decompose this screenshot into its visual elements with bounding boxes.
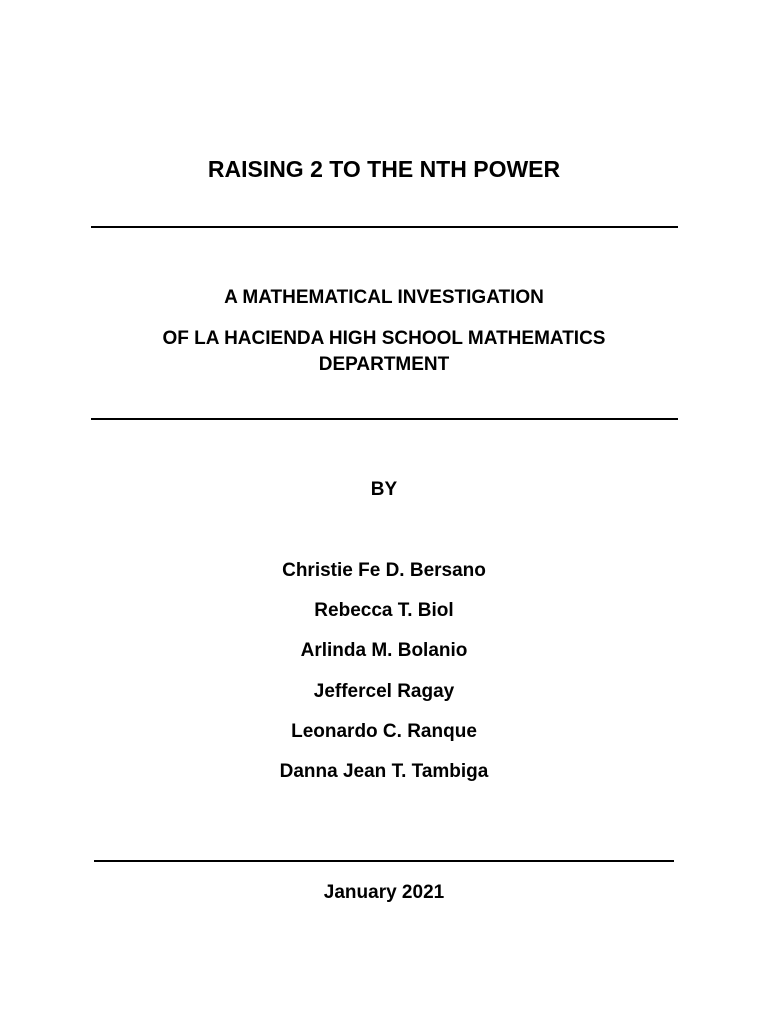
- divider-top: [91, 226, 678, 228]
- divider-middle: [91, 418, 678, 420]
- subtitle-line-2: OF LA HACIENDA HIGH SCHOOL MATHEMATICS: [162, 328, 606, 349]
- by-label: BY: [370, 479, 398, 500]
- subtitle-line-1: A MATHEMATICAL INVESTIGATION: [224, 287, 544, 308]
- divider-bottom: [94, 860, 674, 862]
- document-date: January 2021: [323, 882, 445, 903]
- author-name: Christie Fe D. Bersano: [282, 560, 486, 581]
- author-name: Danna Jean T. Tambiga: [279, 761, 489, 782]
- author-name: Leonardo C. Ranque: [291, 721, 477, 742]
- author-name: Jeffercel Ragay: [313, 681, 455, 702]
- subtitle-line-3: DEPARTMENT: [318, 354, 450, 375]
- author-name: Rebecca T. Biol: [314, 600, 454, 621]
- author-name: Arlinda M. Bolanio: [300, 640, 468, 661]
- document-title: RAISING 2 TO THE NTH POWER: [207, 156, 561, 182]
